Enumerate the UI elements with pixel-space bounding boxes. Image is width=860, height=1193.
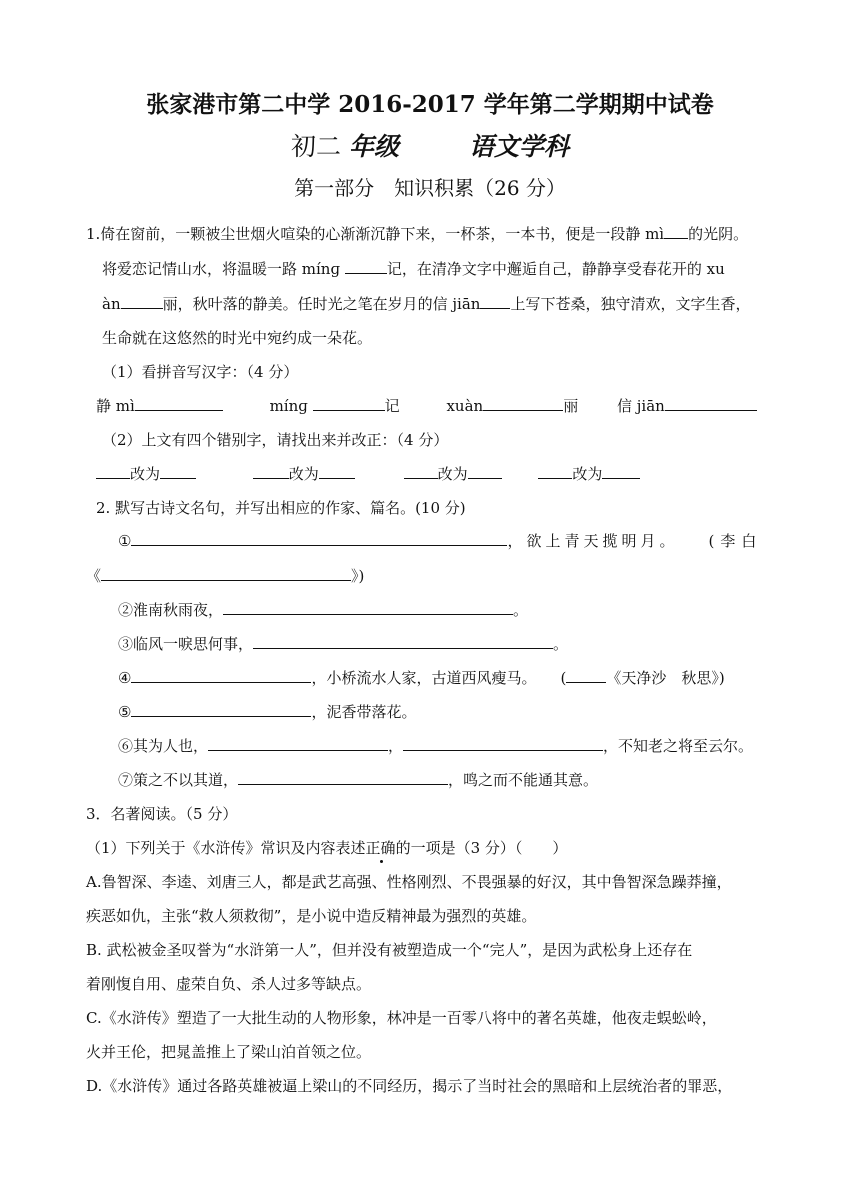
answer-blank[interactable] <box>131 702 311 717</box>
q2-item-3: ③临风一唳思何事， 。 <box>118 635 569 653</box>
answer-blank[interactable] <box>208 736 388 751</box>
part-heading: 第一部分 知识积累（26 分） <box>294 176 566 200</box>
option-b-line-2: 着刚愎自用、虚荣自负、杀人过多等缺点。 <box>86 975 372 993</box>
option-b-line-1: B. 武松被金圣叹誉为“水浒第一人”，但并没有被塑造成一个“完人”，是因为武松身上还存在 <box>86 941 693 959</box>
q2-item-7: ⑦策之不以其道， ，鸣之而不能通其意。 <box>118 771 599 789</box>
answer-blank[interactable] <box>160 464 196 479</box>
answer-blank[interactable] <box>96 464 130 479</box>
q1-line-2: 将爱恋记情山水，将温暖一路 mínɡ 记，在清净文字中邂逅自己，静静享受春花开的 xu <box>102 260 725 278</box>
answer-blank[interactable] <box>238 770 448 785</box>
q1-sub1: （1）看拼音写汉字：（4 分） <box>102 363 299 381</box>
answer-blank[interactable] <box>253 464 289 479</box>
answer-blank[interactable] <box>319 464 355 479</box>
grade-subject-line <box>0 131 860 163</box>
answer-blank[interactable] <box>566 668 606 683</box>
option-a-line-1: A.鲁智深、李逵、刘唐三人，都是武艺高强、性格刚烈、不畏强暴的好汉，其中鲁智深急躁莽撞， <box>86 873 732 891</box>
answer-blank[interactable] <box>131 531 507 546</box>
answer-blank[interactable] <box>483 396 563 411</box>
q1-line-1: 1.倚在窗前，一颗被尘世烟火喧染的心渐渐沉静下来，一杯茶，一本书，便是一段静 mì 的光阴。 <box>86 225 749 243</box>
answer-blank[interactable] <box>602 464 640 479</box>
answer-blank[interactable] <box>223 600 513 615</box>
grade-label: 初二 <box>291 132 342 161</box>
q3-sub1: （1）下列关于《水浒传》常识及内容表述正确的一项是（3 分）（ ） <box>86 839 568 857</box>
answer-blank[interactable] <box>468 464 502 479</box>
q2-item-4: ④ ，小桥流水人家，古道西风瘦马。 ( 《天净沙 秋思》) <box>118 669 725 687</box>
option-c-line-2: 火并王伦，把晁盖推上了梁山泊首领之位。 <box>86 1043 372 1061</box>
answer-blank[interactable] <box>480 294 510 309</box>
option-c-line-1: C.《水浒传》塑造了一大批生动的人物形象，林冲是一百零八将中的著名英雄，他夜走蜈蚣岭， <box>86 1009 717 1027</box>
q1-sub2: （2）上文有四个错别字，请找出来并改正：（4 分） <box>102 431 449 449</box>
answer-blank[interactable] <box>131 668 311 683</box>
option-d-line-1: D.《水浒传》通过各路英雄被逼上梁山的不同经历，揭示了当时社会的黑暗和上层统治者的罪恶， <box>86 1077 733 1095</box>
q2-heading: 2. 默写古诗文名句，并写出相应的作家、篇名。(10 分) <box>96 499 466 517</box>
answer-blank[interactable] <box>403 736 603 751</box>
q1-line-4: 生命就在这悠然的时光中宛约成一朵花。 <box>102 329 373 347</box>
q2-item-1-source: 《 》) <box>86 567 365 585</box>
answer-blank[interactable] <box>135 396 223 411</box>
answer-blank[interactable] <box>253 634 553 649</box>
answer-blank[interactable] <box>665 396 757 411</box>
q2-item-6: ⑥其为人也， ， ，不知老之将至云尔。 <box>118 737 754 755</box>
emphasis-word: 正确 <box>365 839 396 857</box>
answer-blank[interactable] <box>664 224 688 239</box>
grade-suffix: 年级 <box>348 132 399 161</box>
exam-title: 张家港市第二中学 2016-2017 学年第二学期期中试卷 <box>146 91 714 118</box>
answer-blank[interactable] <box>101 566 351 581</box>
correction-row: 改为 改为 改为 改为 <box>96 464 640 484</box>
option-a-line-2: 疾恶如仇，主张“救人须救彻”，是小说中造反精神最为强烈的英雄。 <box>86 907 537 925</box>
q2-item-5: ⑤ ，泥香带落花。 <box>118 703 417 721</box>
q3-heading: 3．名著阅读。（5 分） <box>86 805 238 823</box>
answer-blank[interactable] <box>538 464 572 479</box>
pinyin-answer-row: 静 mì mínɡ 记 xuàn 丽 信 jiān <box>96 396 757 416</box>
q2-item-2: ②淮南秋雨夜， 。 <box>118 601 529 619</box>
subject-label: 语文学科 <box>468 132 569 161</box>
answer-blank[interactable] <box>121 294 163 309</box>
answer-blank[interactable] <box>313 396 385 411</box>
q1-line-3: àn 丽，秋叶落的静美。任时光之笔在岁月的信 jiān 上写下苍桑，独守清欢，文字生香， <box>102 295 751 313</box>
answer-blank[interactable] <box>345 259 387 274</box>
answer-blank[interactable] <box>404 464 438 479</box>
q2-item-1: ① ，欲上青天揽明月。 (李白 <box>118 532 763 550</box>
